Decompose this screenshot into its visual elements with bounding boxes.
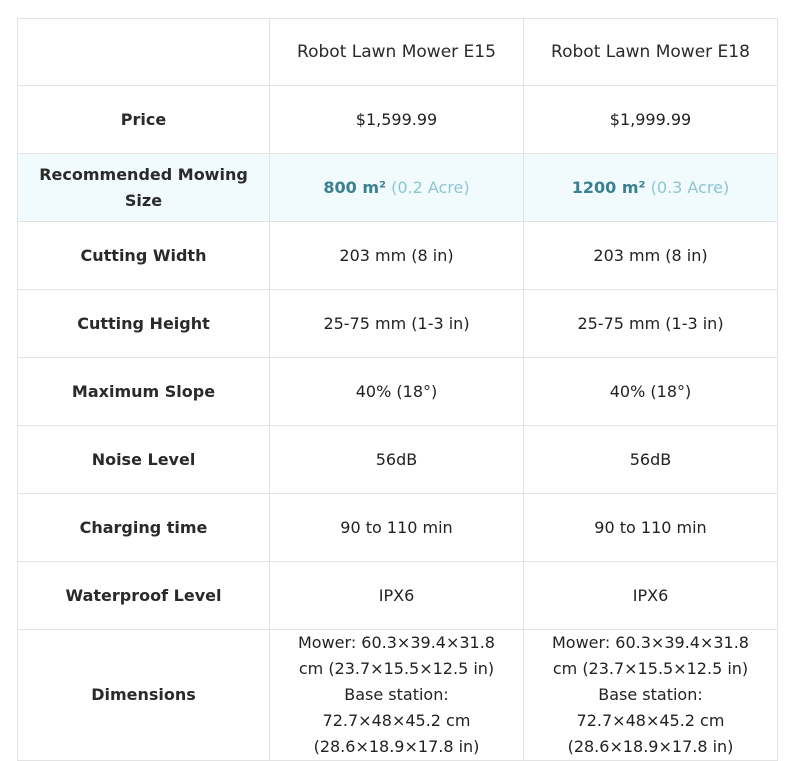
cell-e18: 56dB [524,426,778,494]
table-row-dimensions [18,630,778,761]
cell-e15 [270,154,524,222]
cell-e15: 40% (18°) [270,358,524,426]
header-e18: Robot Lawn Mower E18 [524,19,778,86]
header-empty-cell [18,19,270,86]
cell-e15: 203 mm (8 in) [270,222,524,290]
table-row-cutting-height [18,290,778,358]
cell-e18: Mower: 60.3×39.4×31.8 cm (23.7×15.5×12.5 in) Base station: 72.7×48×45.2 cm (28.6×18.9×17.8 in) [524,630,778,761]
table-row-charging-time [18,494,778,562]
row-label: Dimensions [18,630,270,761]
cell-e18: 40% (18°) [524,358,778,426]
header-e15: Robot Lawn Mower E15 [270,19,524,86]
cell-e15: 56dB [270,426,524,494]
cell-e15: Mower: 60.3×39.4×31.8 cm (23.7×15.5×12.5 in) Base station: 72.7×48×45.2 cm (28.6×18.9×17.8 in) [270,630,524,761]
comparison-table [17,18,778,761]
table-row-mowing-size [18,154,778,222]
row-label: Cutting Width [18,222,270,290]
row-label: Noise Level [18,426,270,494]
table-row-cutting-width [18,222,778,290]
cell-e15: 90 to 110 min [270,494,524,562]
cell-e18: 25-75 mm (1-3 in) [524,290,778,358]
cell-e18: IPX6 [524,562,778,630]
table-header-row [18,19,778,86]
row-label: Waterproof Level [18,562,270,630]
comparison-table-container [17,18,777,761]
area-value: 1200 m² [571,177,646,197]
table-row-price [18,86,778,154]
cell-e18: $1,999.99 [524,86,778,154]
cell-e18: 90 to 110 min [524,494,778,562]
area-acre: (0.3 Acre) [650,177,730,197]
cell-e15: $1,599.99 [270,86,524,154]
row-label: Maximum Slope [18,358,270,426]
row-label: Charging time [18,494,270,562]
cell-e15: 25-75 mm (1-3 in) [270,290,524,358]
cell-e18: 203 mm (8 in) [524,222,778,290]
table-row-waterproof-level [18,562,778,630]
table-row-noise-level [18,426,778,494]
area-value: 800 m² [323,177,386,197]
row-label: Recommended Mowing Size [18,154,270,222]
row-label: Price [18,86,270,154]
cell-e18 [524,154,778,222]
area-acre: (0.2 Acre) [391,177,470,197]
row-label: Cutting Height [18,290,270,358]
cell-e15: IPX6 [270,562,524,630]
table-row-maximum-slope [18,358,778,426]
